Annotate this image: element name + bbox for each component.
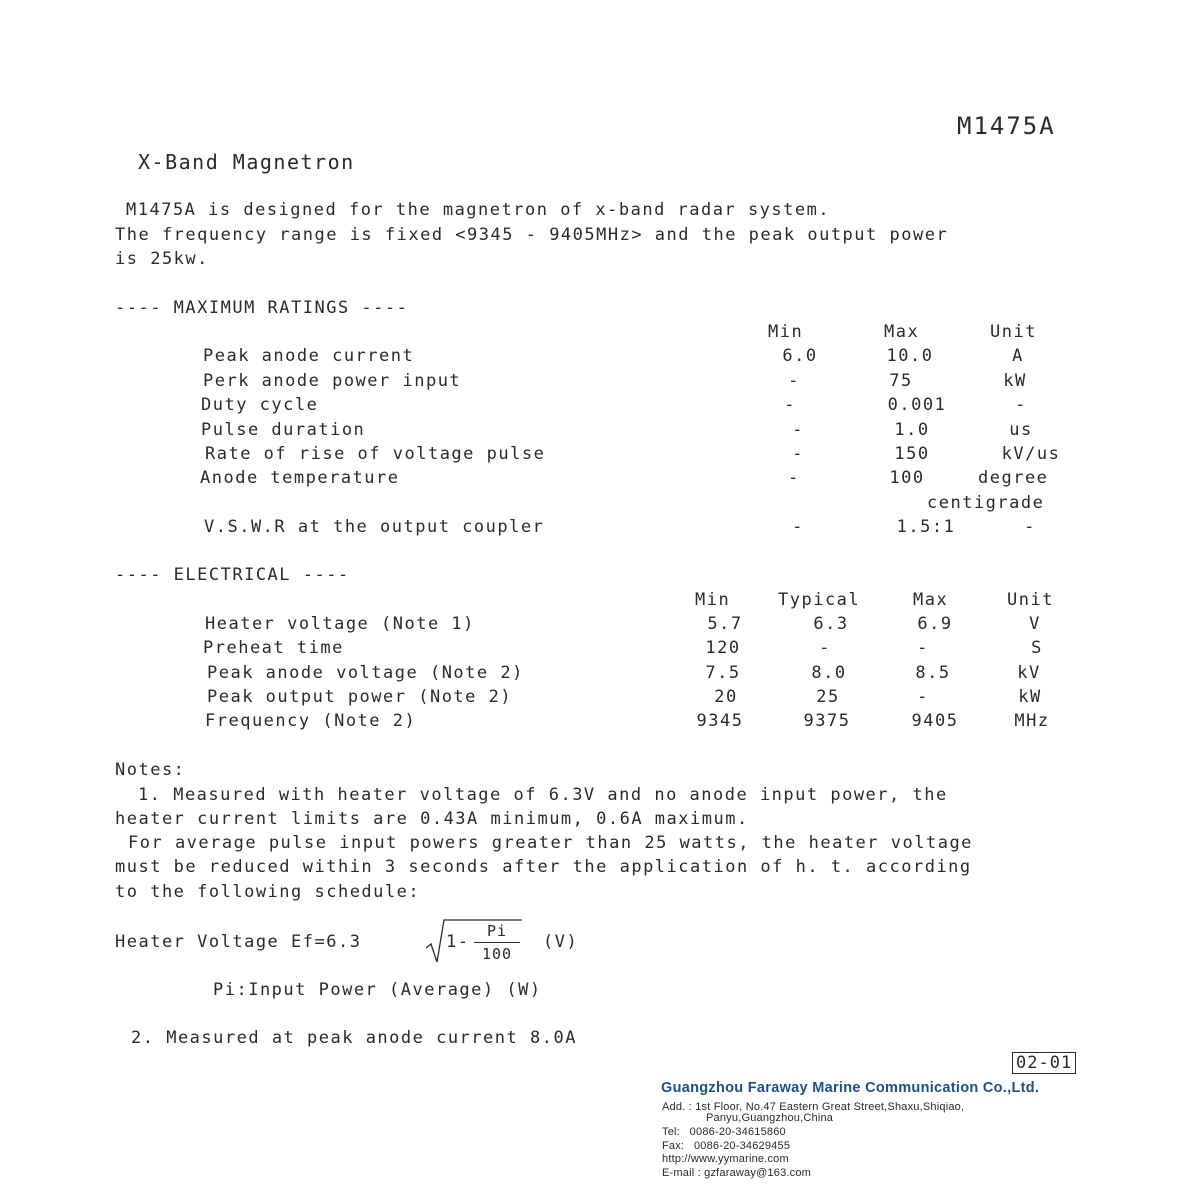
- table-row-unit: degree: [978, 468, 1049, 488]
- company-website-link[interactable]: http://www.yymarine.com: [662, 1153, 789, 1165]
- intro-line-2: The frequency range is fixed <9345 - 9405MHz> and the peak output power: [115, 225, 949, 245]
- table-row-unit: kV: [1017, 663, 1041, 683]
- table-row-max: -: [917, 638, 929, 658]
- fraction-bar: [474, 942, 520, 943]
- table-row-min: 6.0: [782, 346, 818, 366]
- model-number: M1475A: [957, 112, 1056, 140]
- pi-definition: Pi:Input Power (Average) (W): [213, 980, 542, 1000]
- table-row-min: -: [792, 420, 804, 440]
- table-row-unit: -: [1024, 517, 1036, 537]
- table-row-typical: 8.0: [811, 663, 847, 683]
- table-row-param: Peak anode current: [203, 346, 415, 366]
- formula-denominator: 100: [481, 945, 513, 963]
- note-1-line-2: heater current limits are 0.43A minimum, 0.6A maximum.: [115, 809, 749, 829]
- note-1-line-4: must be reduced within 3 seconds after the application of h. t. according: [115, 857, 972, 877]
- note-1-line-3: For average pulse input powers greater than 25 watts, the heater voltage: [128, 833, 973, 853]
- column-header-min: Min: [768, 322, 804, 342]
- notes-heading: Notes:: [115, 760, 186, 780]
- page-code-box: 02-01: [1012, 1052, 1076, 1074]
- column-header-min: Min: [695, 590, 731, 610]
- table-row-unit: A: [1012, 346, 1024, 366]
- table-row-param: Duty cycle: [201, 395, 319, 415]
- table-row-min: -: [788, 468, 800, 488]
- note-1-line-5: to the following schedule:: [115, 882, 421, 902]
- table-row-max: 75: [889, 371, 913, 391]
- table-row-max: 100: [889, 468, 925, 488]
- table-row-max: 8.5: [915, 663, 951, 683]
- table-row-min: -: [788, 371, 800, 391]
- formula-prefix: Heater Voltage Ef=6.3: [115, 932, 362, 952]
- column-header-typical: Typical: [778, 590, 861, 610]
- table-row-param: Preheat time: [203, 638, 344, 658]
- note-1-line-1: 1. Measured with heater voltage of 6.3V and no anode input power, the: [138, 785, 948, 805]
- table-row-param: V.S.W.R at the output coupler: [204, 517, 545, 537]
- table-row-min: 5.7: [707, 614, 743, 634]
- table-row-unit-continued: centigrade: [927, 493, 1045, 513]
- table-row-param: Rate of rise of voltage pulse: [205, 444, 546, 464]
- table-row-param: Perk anode power input: [203, 371, 462, 391]
- table-row-unit: MHz: [1014, 711, 1050, 731]
- note-2: 2. Measured at peak anode current 8.0A: [131, 1028, 577, 1048]
- table-row-max: 10.0: [886, 346, 934, 366]
- table-row-typical: 6.3: [813, 614, 849, 634]
- formula-unit: (V): [543, 932, 579, 952]
- table-row-min: -: [792, 517, 804, 537]
- table-row-param: Heater voltage (Note 1): [205, 614, 475, 634]
- table-row-max: -: [917, 687, 929, 707]
- table-row-unit: kW: [1003, 371, 1027, 391]
- company-email-link[interactable]: E-mail : gzfaraway@163.com: [662, 1167, 812, 1179]
- intro-line-3: is 25kw.: [115, 249, 209, 269]
- table-row-min: 9345: [696, 711, 744, 731]
- column-header-max: Max: [913, 590, 949, 610]
- company-address-line-2: Panyu,Guangzhou,China: [706, 1112, 834, 1124]
- table-row-max: 1.5:1: [896, 517, 956, 537]
- column-header-unit: Unit: [990, 322, 1037, 342]
- formula-numerator: Pi: [486, 922, 508, 940]
- company-name: Guangzhou Faraway Marine Communication Co.,Ltd.: [661, 1080, 1040, 1096]
- column-header-max: Max: [884, 322, 920, 342]
- table-row-max: 150: [894, 444, 930, 464]
- table-row-param: Peak anode voltage (Note 2): [207, 663, 524, 683]
- table-row-unit: kV/us: [1001, 444, 1061, 464]
- table-row-max: 0.001: [887, 395, 947, 415]
- table-row-param: Peak output power (Note 2): [207, 687, 513, 707]
- table-row-typical: 9375: [803, 711, 851, 731]
- table-row-max: 1.0: [894, 420, 930, 440]
- table-row-param: Pulse duration: [201, 420, 366, 440]
- column-header-unit: Unit: [1007, 590, 1054, 610]
- table-row-min: -: [792, 444, 804, 464]
- table-row-unit: V: [1029, 614, 1041, 634]
- table-row-typical: 25: [816, 687, 840, 707]
- table-row-unit: kW: [1018, 687, 1042, 707]
- table-row-unit: us: [1009, 420, 1033, 440]
- table-row-min: 20: [714, 687, 738, 707]
- table-row-min: -: [784, 395, 796, 415]
- table-row-unit: -: [1015, 395, 1027, 415]
- company-address-line-1: Add. : 1st Floor, No.47 Eastern Great Street,Shaxu,Shiqiao,: [662, 1101, 965, 1113]
- electrical-heading: ---- ELECTRICAL ----: [115, 565, 350, 585]
- table-row-unit: S: [1031, 638, 1043, 658]
- formula-one-minus: 1-: [446, 932, 470, 952]
- table-row-param: Frequency (Note 2): [205, 711, 417, 731]
- company-tel: Tel: 0086-20-34615860: [662, 1126, 786, 1138]
- max-ratings-heading: ---- MAXIMUM RATINGS ----: [115, 298, 409, 318]
- table-row-max: 9405: [911, 711, 959, 731]
- intro-line-1: M1475A is designed for the magnetron of x-band radar system.: [126, 200, 831, 220]
- company-fax: Fax: 0086-20-34629455: [662, 1140, 791, 1152]
- table-row-min: 120: [705, 638, 741, 658]
- document-title: X-Band Magnetron: [138, 150, 355, 174]
- table-row-param: Anode temperature: [200, 468, 400, 488]
- table-row-max: 6.9: [917, 614, 953, 634]
- table-row-min: 7.5: [705, 663, 741, 683]
- table-row-typical: -: [819, 638, 831, 658]
